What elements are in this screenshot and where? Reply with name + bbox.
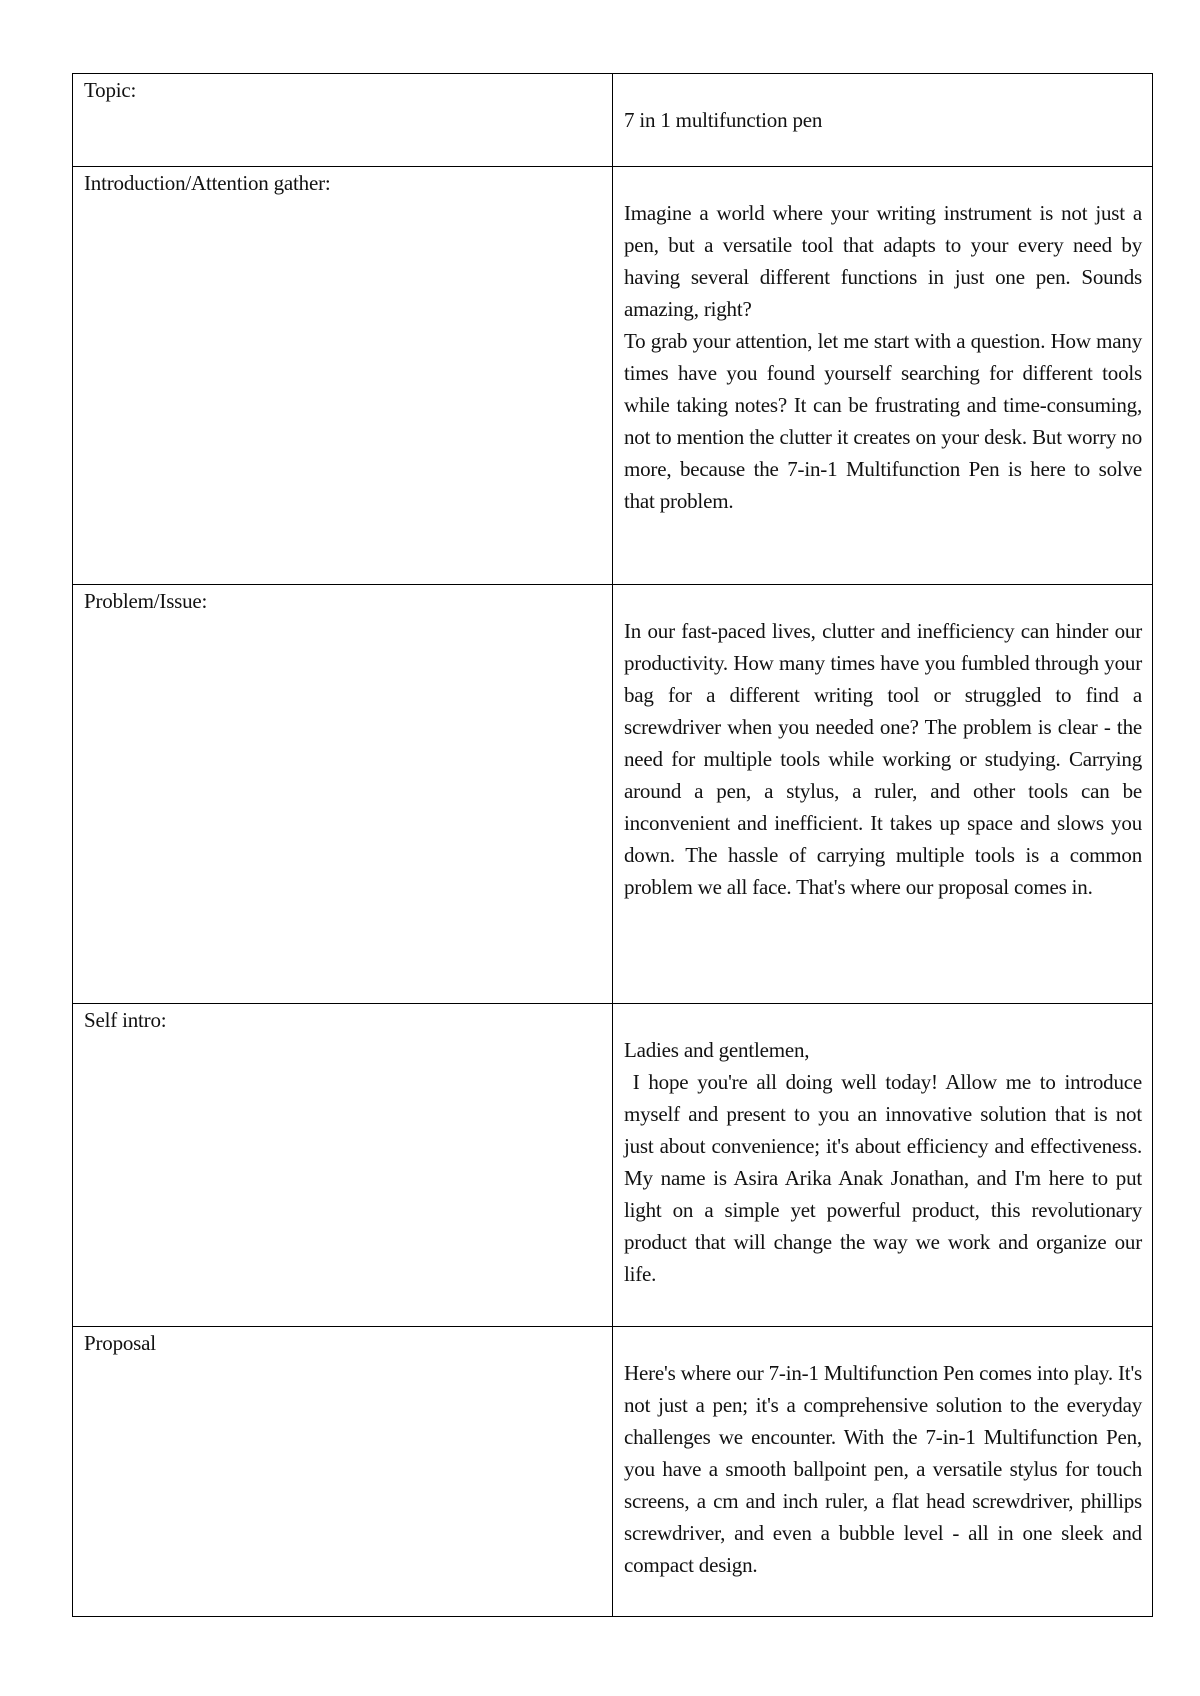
row-label: Topic:	[84, 78, 137, 102]
row-content	[613, 1327, 1152, 1581]
table-row-topic	[73, 74, 1153, 167]
label-cell	[73, 585, 613, 1004]
table-row-problem	[73, 585, 1153, 1004]
content-cell	[613, 1004, 1153, 1327]
row-label: Introduction/Attention gather:	[84, 171, 331, 195]
content-paragraph: In our fast-paced lives, clutter and inefficiency can hinder our productivity. How many times have you fumbled through your bag for a different writing tool or struggled to find a screwdriver when you needed one? The problem is clear - the need for multiple tools while working or studying. Carrying around a pen, a stylus, a ruler, and other tools can be inconvenient and inefficient. It takes up space and slows you down. The hassle of carrying multiple tools is a common problem we all face. That's where our proposal comes in.	[624, 619, 1142, 899]
content-paragraph: I hope you're all doing well today! Allow me to introduce myself and present to you an innovative solution that is not just about convenience; it's about efficiency and effectiveness. My name is Asira Arika Anak Jonathan, and I'm here to put light on a simple yet powerful product, this revolutionary product that will change the way we work and organize our life.	[624, 1070, 1148, 1286]
row-label: Proposal	[84, 1331, 156, 1355]
label-cell	[73, 1327, 613, 1617]
row-content	[613, 1004, 1152, 1290]
content-cell	[613, 1327, 1153, 1617]
label-cell	[73, 167, 613, 585]
table-row-proposal	[73, 1327, 1153, 1617]
row-content	[613, 74, 1152, 136]
content-paragraph: Imagine a world where your writing instrument is not just a pen, but a versatile tool that adapts to your every need by having several different functions in just one pen. Sounds amazing, right?	[624, 201, 1142, 321]
content-paragraph: Here's where our 7-in-1 Multifunction Pen comes into play. It's not just a pen; it's a comprehensive solution to the everyday challenges we encounter. With the 7-in-1 Multifunction Pen, you have a smooth ballpoint pen, a versatile stylus for touch screens, a cm and inch ruler, a flat head screwdriver, phillips screwdriver, and even a bubble level - all in one sleek and compact design.	[624, 1361, 1142, 1577]
table-row-self-intro	[73, 1004, 1153, 1327]
content-cell	[613, 585, 1153, 1004]
table-row-introduction	[73, 167, 1153, 585]
label-cell	[73, 1004, 613, 1327]
content-cell	[613, 167, 1153, 585]
row-label: Self intro:	[84, 1008, 167, 1032]
content-paragraph: Ladies and gentlemen,	[624, 1038, 810, 1062]
label-cell	[73, 74, 613, 167]
content-cell	[613, 74, 1153, 167]
speech-outline-table	[72, 73, 1153, 1617]
content-paragraph: To grab your attention, let me start with a question. How many times have you found yourself searching for different tools while taking notes? It can be frustrating and time-consuming, not to mention the clutter it creates on your desk. But worry no more, because the 7-in-1 Multifunction Pen is here to solve that problem.	[624, 329, 1142, 513]
row-content	[613, 585, 1152, 903]
content-paragraph: 7 in 1 multifunction pen	[624, 108, 823, 132]
row-content	[613, 167, 1152, 517]
row-label: Problem/Issue:	[84, 589, 208, 613]
